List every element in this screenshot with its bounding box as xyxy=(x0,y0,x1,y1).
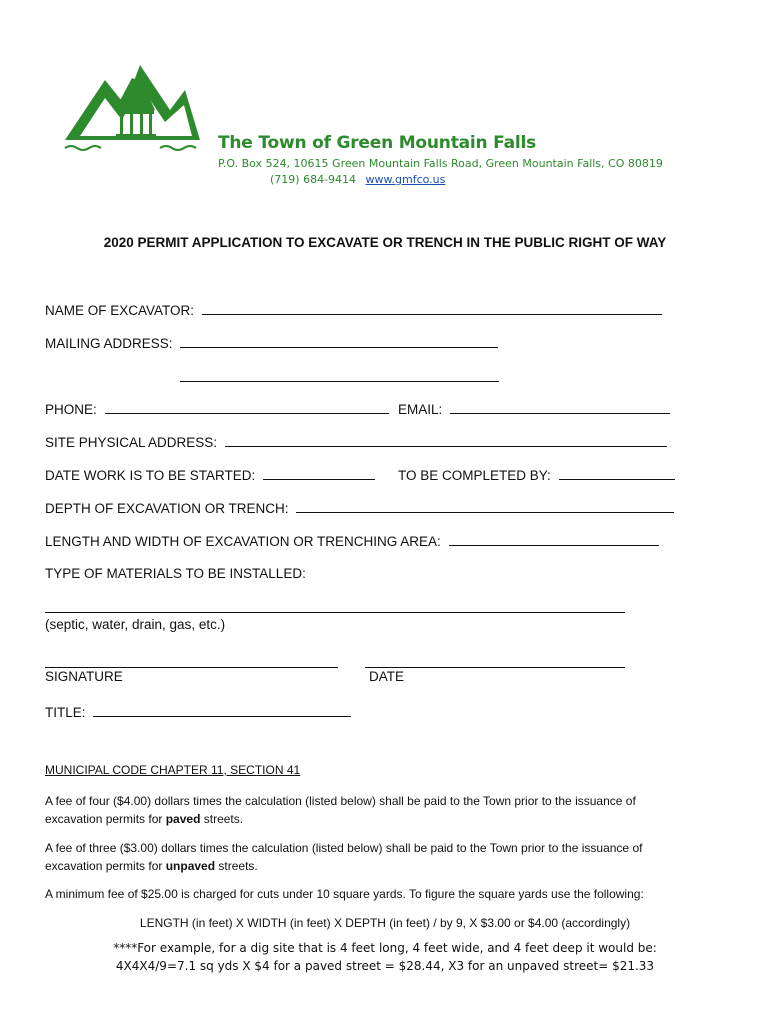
site-address-label: SITE PHYSICAL ADDRESS: xyxy=(45,435,218,450)
code-heading: MUNICIPAL CODE CHAPTER 11, SECTION 41 xyxy=(45,763,301,777)
materials-hint: (septic, water, drain, gas, etc.) xyxy=(45,617,226,632)
mailing-input-line[interactable] xyxy=(180,335,498,348)
paved-fee-text: A fee of four ($4.00) dollars times the calculation (listed below) shall be paid to the Town prior to the issuance of excavation permits for xyxy=(45,794,636,826)
minimum-fee-paragraph: A minimum fee of $25.00 is charged for cuts under 10 square yards. To figure the square yards use the following: xyxy=(45,887,644,901)
fee-formula: LENGTH (in feet) X WIDTH (in feet) X DEPTH (in feet) / by 9, X $3.00 or $4.00 (accordingly) xyxy=(139,916,631,930)
materials-label: TYPE OF MATERIALS TO BE INSTALLED: xyxy=(45,566,306,581)
depth-field xyxy=(45,500,674,516)
phone-input-line[interactable] xyxy=(105,401,389,414)
signature-label: SIGNATURE xyxy=(45,669,123,684)
phone-label: PHONE: xyxy=(45,402,97,417)
complete-date-input-line[interactable] xyxy=(559,467,675,480)
email-label: EMAIL: xyxy=(398,402,443,417)
contact-line xyxy=(270,173,445,186)
length-width-field xyxy=(45,533,659,549)
complete-date-field xyxy=(398,467,675,483)
materials-input-line[interactable] xyxy=(45,612,625,613)
excavator-input-line[interactable] xyxy=(202,302,662,315)
phone-field xyxy=(45,401,389,417)
email-input-line[interactable] xyxy=(450,401,670,414)
start-date-label: DATE WORK IS TO BE STARTED: xyxy=(45,468,256,483)
form-title: 2020 PERMIT APPLICATION TO EXCAVATE OR TRENCH IN THE PUBLIC RIGHT OF WAY xyxy=(103,235,667,250)
complete-date-label: TO BE COMPLETED BY: xyxy=(398,468,551,483)
town-address: P.O. Box 524, 10615 Green Mountain Falls Road, Green Mountain Falls, CO 80819 xyxy=(218,157,663,170)
title-label: TITLE: xyxy=(45,705,86,720)
date-label: DATE xyxy=(369,669,405,684)
paved-fee-paragraph xyxy=(45,792,685,828)
excavator-label: NAME OF EXCAVATOR: xyxy=(45,303,195,318)
mountain-gazebo-logo-icon xyxy=(60,60,200,160)
paved-fee-end: streets. xyxy=(200,812,244,826)
mailing-input-line-2[interactable] xyxy=(180,381,499,382)
date-input-line[interactable] xyxy=(365,667,625,668)
title-field xyxy=(45,704,351,720)
website-link[interactable]: www.gmfco.us xyxy=(365,173,446,186)
title-input-line[interactable] xyxy=(93,704,351,717)
site-address-field xyxy=(45,434,667,450)
town-name: The Town of Green Mountain Falls xyxy=(218,133,537,153)
site-address-input-line[interactable] xyxy=(225,434,667,447)
paved-emphasis: paved xyxy=(165,812,201,826)
unpaved-emphasis: unpaved xyxy=(165,859,216,873)
mailing-label: MAILING ADDRESS: xyxy=(45,336,173,351)
depth-input-line[interactable] xyxy=(296,500,674,513)
depth-label: DEPTH OF EXCAVATION OR TRENCH: xyxy=(45,501,289,516)
length-width-input-line[interactable] xyxy=(449,533,659,546)
town-phone: (719) 684-9414 xyxy=(270,173,357,186)
unpaved-fee-text: A fee of three ($3.00) dollars times the calculation (listed below) shall be paid to the Town prior to the issuance of excavation permits for xyxy=(45,841,643,873)
length-width-label: LENGTH AND WIDTH OF EXCAVATION OR TRENCHING AREA: xyxy=(45,534,441,549)
unpaved-fee-paragraph xyxy=(45,839,685,875)
email-field xyxy=(398,401,670,417)
mailing-field xyxy=(45,335,498,351)
excavator-field xyxy=(45,302,662,318)
start-date-input-line[interactable] xyxy=(263,467,375,480)
signature-input-line[interactable] xyxy=(45,667,338,668)
example-line-2: 4X4X4/9=7.1 sq yds X $4 for a paved street = $28.44, X3 for an unpaved street= $21.33 xyxy=(115,959,655,973)
unpaved-fee-end: streets. xyxy=(215,859,258,873)
example-line-1: ****For example, for a dig site that is 4 feet long, 4 feet wide, and 4 feet deep it would be: xyxy=(113,941,657,955)
start-date-field xyxy=(45,467,375,483)
